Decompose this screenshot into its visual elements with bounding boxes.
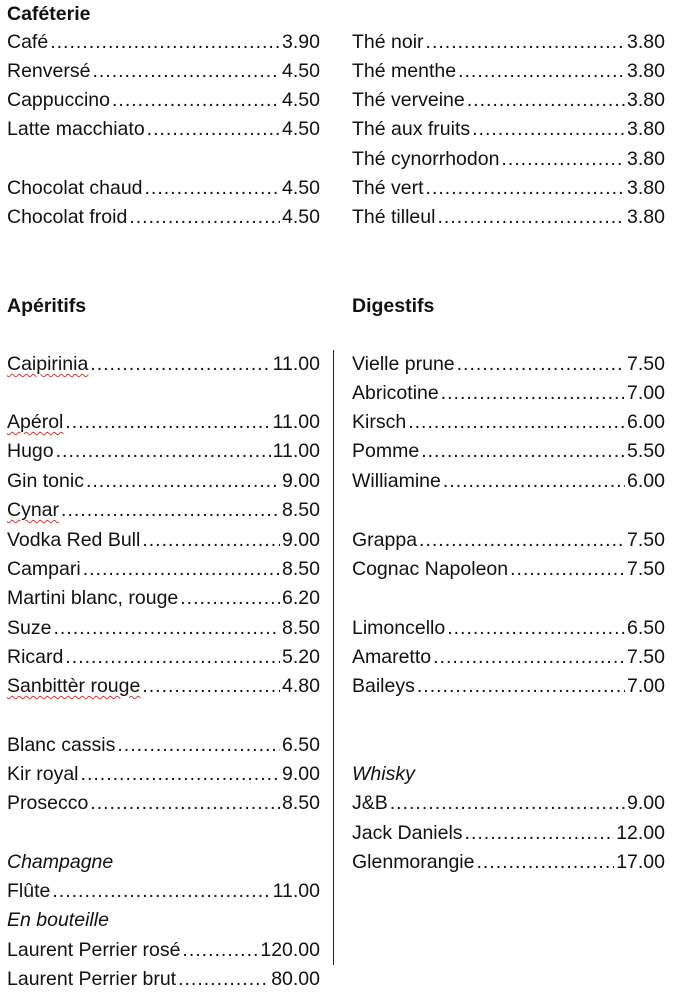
- menu-item-the-verveine: [352, 86, 665, 115]
- section-title-aperitifs: Apéritifs: [7, 295, 87, 317]
- item-price: 11.00: [272, 411, 320, 433]
- item-name: Prosecco: [7, 792, 89, 814]
- leader-dots: [467, 86, 625, 115]
- item-name: Cynar: [7, 499, 60, 521]
- item-name: Cognac Napoleon: [352, 558, 509, 580]
- item-price: 4.80: [282, 675, 320, 697]
- menu-item-ricard: [7, 643, 320, 672]
- item-name: Caipirinia: [7, 353, 89, 375]
- item-price: 5.50: [627, 440, 665, 462]
- item-price: 3.80: [627, 206, 665, 228]
- menu-item-the-tilleul: [352, 203, 665, 232]
- leader-dots: [145, 174, 281, 203]
- leader-dots: [458, 57, 625, 86]
- item-name: Jack Daniels: [352, 822, 463, 844]
- item-price: 3.80: [627, 148, 665, 170]
- item-name: Campari: [7, 558, 81, 580]
- item-price: 3.80: [627, 118, 665, 140]
- item-name: Laurent Perrier rosé: [7, 939, 181, 961]
- leader-dots: [65, 643, 280, 672]
- menu-item-cognac-napoleon: [352, 555, 665, 584]
- leader-dots: [65, 408, 270, 437]
- leader-dots: [142, 526, 280, 555]
- leader-dots: [52, 877, 270, 906]
- leader-dots: [433, 643, 625, 672]
- item-price: 3.80: [627, 177, 665, 199]
- item-name: Amaretto: [352, 646, 432, 668]
- menu-item-limoncello: [352, 614, 665, 643]
- item-price: 3.80: [627, 31, 665, 53]
- item-price: 11.00: [272, 440, 320, 462]
- item-name: Vodka Red Bull: [7, 529, 141, 551]
- item-price: 120.00: [260, 939, 320, 961]
- menu-item-caipirinia: [7, 350, 320, 379]
- menu-item-sanbitter-rouge: [7, 672, 320, 701]
- subsection-title-whisky: Whisky: [352, 763, 415, 785]
- menu-item-blanc-cassis: [7, 731, 320, 760]
- item-price: 7.50: [627, 353, 665, 375]
- leader-dots: [112, 86, 280, 115]
- menu-item-campari: [7, 555, 320, 584]
- item-price: 80.00: [271, 968, 320, 990]
- item-price: 6.20: [282, 587, 320, 609]
- subsection-title-bouteille: En bouteille: [7, 909, 109, 931]
- leader-dots: [419, 526, 625, 555]
- leader-dots: [441, 379, 625, 408]
- menu-item-cafe: [7, 28, 320, 57]
- item-price: 7.00: [627, 382, 665, 404]
- menu-item-gin-tonic: [7, 467, 320, 496]
- item-price: 4.50: [282, 60, 320, 82]
- item-name: Ricard: [7, 646, 64, 668]
- leader-dots: [472, 115, 625, 144]
- menu-item-chocolat-froid: [7, 203, 320, 232]
- leader-dots: [178, 965, 269, 994]
- menu-item-chocolat-chaud: [7, 174, 320, 203]
- item-price: 17.00: [616, 851, 665, 873]
- leader-dots: [50, 28, 280, 57]
- item-name: Thé verveine: [352, 89, 465, 111]
- item-price: 7.50: [627, 646, 665, 668]
- menu-item-vodka-red-bull: [7, 526, 320, 555]
- item-name: Suze: [7, 617, 52, 639]
- item-name: Glenmorangie: [352, 851, 475, 873]
- item-name: Latte macchiato: [7, 118, 145, 140]
- item-name: Sanbittèr rouge: [7, 675, 141, 697]
- item-name: Baileys: [352, 675, 415, 697]
- item-price: 4.50: [282, 206, 320, 228]
- item-price: 3.80: [627, 60, 665, 82]
- section-title-digestifs: Digestifs: [352, 295, 435, 317]
- item-price: 8.50: [282, 558, 320, 580]
- leader-dots: [426, 174, 626, 203]
- leader-dots: [92, 57, 280, 86]
- leader-dots: [426, 28, 626, 57]
- item-name: Thé tilleul: [352, 206, 436, 228]
- item-price: 6.50: [282, 734, 320, 756]
- leader-dots: [457, 350, 625, 379]
- item-name: Laurent Perrier brut: [7, 968, 177, 990]
- menu-item-the-aux-fruits: [352, 115, 665, 144]
- item-price: 7.00: [627, 675, 665, 697]
- item-price: 6.00: [627, 470, 665, 492]
- menu-item-suze: [7, 614, 320, 643]
- item-name: Abricotine: [352, 382, 439, 404]
- menu-item-jb: [352, 789, 665, 818]
- leader-dots: [501, 145, 625, 174]
- menu-item-laurent-perrier-brut: [7, 965, 320, 994]
- item-price: 8.50: [282, 499, 320, 521]
- item-name: Chocolat froid: [7, 206, 128, 228]
- item-name: J&B: [352, 792, 388, 814]
- item-name: Chocolat chaud: [7, 177, 143, 199]
- leader-dots: [83, 555, 280, 584]
- leader-dots: [182, 936, 258, 965]
- item-name: Thé menthe: [352, 60, 457, 82]
- item-name: Gin tonic: [7, 470, 84, 492]
- item-price: 8.50: [282, 617, 320, 639]
- leader-dots: [465, 819, 615, 848]
- menu-item-williamine: [352, 467, 665, 496]
- menu-item-the-noir: [352, 28, 665, 57]
- leader-dots: [443, 467, 625, 496]
- menu-item-kir-royal: [7, 760, 320, 789]
- item-name: Thé cynorrhodon: [352, 148, 500, 170]
- menu-item-flute: [7, 877, 320, 906]
- menu-item-vielle-prune: [352, 350, 665, 379]
- menu-item-latte-macchiato: [7, 115, 320, 144]
- item-name: Flûte: [7, 880, 51, 902]
- leader-dots: [510, 555, 625, 584]
- leader-dots: [180, 584, 280, 613]
- leader-dots: [81, 760, 281, 789]
- item-price: 4.50: [282, 89, 320, 111]
- item-name: Thé vert: [352, 177, 424, 199]
- item-name: Cappuccino: [7, 89, 110, 111]
- menu-item-the-vert: [352, 174, 665, 203]
- leader-dots: [90, 350, 270, 379]
- leader-dots: [447, 614, 625, 643]
- item-name: Pomme: [352, 440, 420, 462]
- column-divider: [333, 350, 334, 965]
- item-price: 6.00: [627, 411, 665, 433]
- leader-dots: [53, 614, 280, 643]
- menu-item-cappuccino: [7, 86, 320, 115]
- item-name: Limoncello: [352, 617, 446, 639]
- item-price: 5.20: [282, 646, 320, 668]
- item-price: 3.80: [627, 89, 665, 111]
- leader-dots: [147, 115, 280, 144]
- menu-item-renverse: [7, 57, 320, 86]
- item-name: Renversé: [7, 60, 91, 82]
- leader-dots: [117, 731, 280, 760]
- subsection-title-champagne: Champagne: [7, 851, 114, 873]
- menu-item-kirsch: [352, 408, 665, 437]
- item-name: Kirsch: [352, 411, 407, 433]
- item-price: 4.50: [282, 118, 320, 140]
- leader-dots: [408, 408, 625, 437]
- item-name: Kir royal: [7, 763, 79, 785]
- menu-item-jack-daniels: [352, 819, 665, 848]
- leader-dots: [390, 789, 625, 818]
- menu-item-amaretto: [352, 643, 665, 672]
- item-price: 7.50: [627, 529, 665, 551]
- leader-dots: [421, 437, 625, 466]
- item-name: Grappa: [352, 529, 418, 551]
- leader-dots: [142, 672, 280, 701]
- item-price: 9.00: [282, 763, 320, 785]
- menu-item-the-cynorrhodon: [352, 145, 665, 174]
- item-name: Hugo: [7, 440, 54, 462]
- menu-item-aperol: [7, 408, 320, 437]
- item-price: 12.00: [616, 822, 665, 844]
- item-price: 3.90: [282, 31, 320, 53]
- item-name: Thé aux fruits: [352, 118, 471, 140]
- leader-dots: [90, 789, 280, 818]
- item-price: 7.50: [627, 558, 665, 580]
- menu-item-cynar: [7, 496, 320, 525]
- item-price: 9.00: [627, 792, 665, 814]
- item-price: 11.00: [272, 880, 320, 902]
- menu-item-martini: [7, 584, 320, 613]
- menu-item-laurent-perrier-rose: [7, 936, 320, 965]
- menu-item-glenmorangie: [352, 848, 665, 877]
- section-title-cafeterie: Caféterie: [7, 3, 91, 25]
- menu-item-baileys: [352, 672, 665, 701]
- menu-item-hugo: [7, 437, 320, 466]
- leader-dots: [61, 496, 280, 525]
- leader-dots: [417, 672, 625, 701]
- menu-item-prosecco: [7, 789, 320, 818]
- menu-item-abricotine: [352, 379, 665, 408]
- menu-item-grappa: [352, 526, 665, 555]
- item-price: 9.00: [282, 470, 320, 492]
- menu-item-pomme: [352, 437, 665, 466]
- item-name: Martini blanc, rouge: [7, 587, 179, 609]
- item-name: Blanc cassis: [7, 734, 116, 756]
- item-name: Vielle prune: [352, 353, 455, 375]
- item-price: 11.00: [272, 353, 320, 375]
- item-name: Apérol: [7, 411, 64, 433]
- item-name: Café: [7, 31, 49, 53]
- item-price: 6.50: [627, 617, 665, 639]
- item-name: Williamine: [352, 470, 441, 492]
- leader-dots: [86, 467, 280, 496]
- leader-dots: [56, 437, 271, 466]
- leader-dots: [129, 203, 280, 232]
- menu-item-the-menthe: [352, 57, 665, 86]
- item-name: Thé noir: [352, 31, 424, 53]
- leader-dots: [476, 848, 614, 877]
- item-price: 4.50: [282, 177, 320, 199]
- item-price: 9.00: [282, 529, 320, 551]
- leader-dots: [437, 203, 625, 232]
- item-price: 8.50: [282, 792, 320, 814]
